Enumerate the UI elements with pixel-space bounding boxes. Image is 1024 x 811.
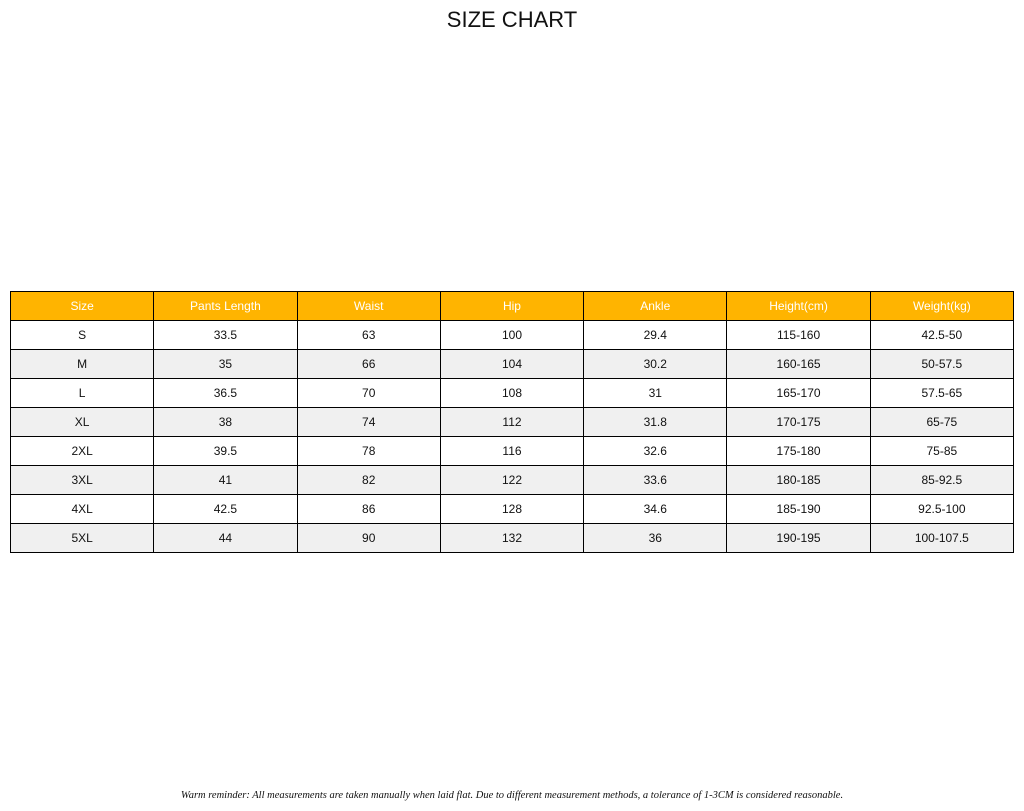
- table-body: [11, 321, 1014, 553]
- cell-hip: 116: [440, 437, 583, 466]
- table-row: [11, 495, 1014, 524]
- table-row: [11, 350, 1014, 379]
- header-cell-waist: Waist: [297, 292, 440, 321]
- cell-hip: 100: [440, 321, 583, 350]
- table-row: [11, 379, 1014, 408]
- cell-height: 175-180: [727, 437, 870, 466]
- cell-pants-length: 36.5: [154, 379, 297, 408]
- cell-weight: 100-107.5: [870, 524, 1013, 553]
- cell-waist: 74: [297, 408, 440, 437]
- table-row: [11, 524, 1014, 553]
- cell-height: 160-165: [727, 350, 870, 379]
- cell-weight: 92.5-100: [870, 495, 1013, 524]
- cell-ankle: 30.2: [584, 350, 727, 379]
- cell-pants-length: 39.5: [154, 437, 297, 466]
- cell-hip: 112: [440, 408, 583, 437]
- cell-size: 3XL: [11, 466, 154, 495]
- cell-waist: 86: [297, 495, 440, 524]
- header-cell-pants-length: Pants Length: [154, 292, 297, 321]
- table-header: [11, 292, 1014, 321]
- table-row: [11, 437, 1014, 466]
- cell-ankle: 32.6: [584, 437, 727, 466]
- cell-pants-length: 44: [154, 524, 297, 553]
- cell-size: 4XL: [11, 495, 154, 524]
- cell-hip: 132: [440, 524, 583, 553]
- cell-weight: 75-85: [870, 437, 1013, 466]
- cell-waist: 63: [297, 321, 440, 350]
- cell-waist: 90: [297, 524, 440, 553]
- cell-ankle: 31.8: [584, 408, 727, 437]
- cell-hip: 128: [440, 495, 583, 524]
- cell-hip: 108: [440, 379, 583, 408]
- cell-pants-length: 35: [154, 350, 297, 379]
- header-cell-height: Height(cm): [727, 292, 870, 321]
- cell-size: S: [11, 321, 154, 350]
- cell-pants-length: 38: [154, 408, 297, 437]
- cell-ankle: 34.6: [584, 495, 727, 524]
- table-row: [11, 408, 1014, 437]
- size-chart-table: [10, 291, 1014, 553]
- cell-ankle: 33.6: [584, 466, 727, 495]
- page-title: SIZE CHART: [446, 7, 578, 32]
- cell-height: 170-175: [727, 408, 870, 437]
- cell-size: 2XL: [11, 437, 154, 466]
- cell-ankle: 29.4: [584, 321, 727, 350]
- cell-height: 180-185: [727, 466, 870, 495]
- cell-weight: 57.5-65: [870, 379, 1013, 408]
- header-row: [11, 292, 1014, 321]
- cell-weight: 42.5-50: [870, 321, 1013, 350]
- cell-pants-length: 33.5: [154, 321, 297, 350]
- cell-height: 185-190: [727, 495, 870, 524]
- cell-size: 5XL: [11, 524, 154, 553]
- cell-waist: 78: [297, 437, 440, 466]
- cell-height: 115-160: [727, 321, 870, 350]
- cell-weight: 50-57.5: [870, 350, 1013, 379]
- cell-hip: 104: [440, 350, 583, 379]
- cell-ankle: 31: [584, 379, 727, 408]
- cell-waist: 66: [297, 350, 440, 379]
- cell-height: 190-195: [727, 524, 870, 553]
- header-cell-ankle: Ankle: [584, 292, 727, 321]
- cell-pants-length: 41: [154, 466, 297, 495]
- header-cell-hip: Hip: [440, 292, 583, 321]
- cell-ankle: 36: [584, 524, 727, 553]
- cell-hip: 122: [440, 466, 583, 495]
- cell-waist: 70: [297, 379, 440, 408]
- cell-size: L: [11, 379, 154, 408]
- cell-size: M: [11, 350, 154, 379]
- warm-reminder-note: Warm reminder: All measurements are taken manually when laid flat. Due to different measurement methods, a tolerance of 1-3CM is considered reasonable.: [180, 790, 844, 801]
- cell-pants-length: 42.5: [154, 495, 297, 524]
- header-cell-size: Size: [11, 292, 154, 321]
- cell-height: 165-170: [727, 379, 870, 408]
- table-row: [11, 321, 1014, 350]
- header-cell-weight: Weight(kg): [870, 292, 1013, 321]
- cell-waist: 82: [297, 466, 440, 495]
- table-row: [11, 466, 1014, 495]
- cell-weight: 85-92.5: [870, 466, 1013, 495]
- cell-weight: 65-75: [870, 408, 1013, 437]
- cell-size: XL: [11, 408, 154, 437]
